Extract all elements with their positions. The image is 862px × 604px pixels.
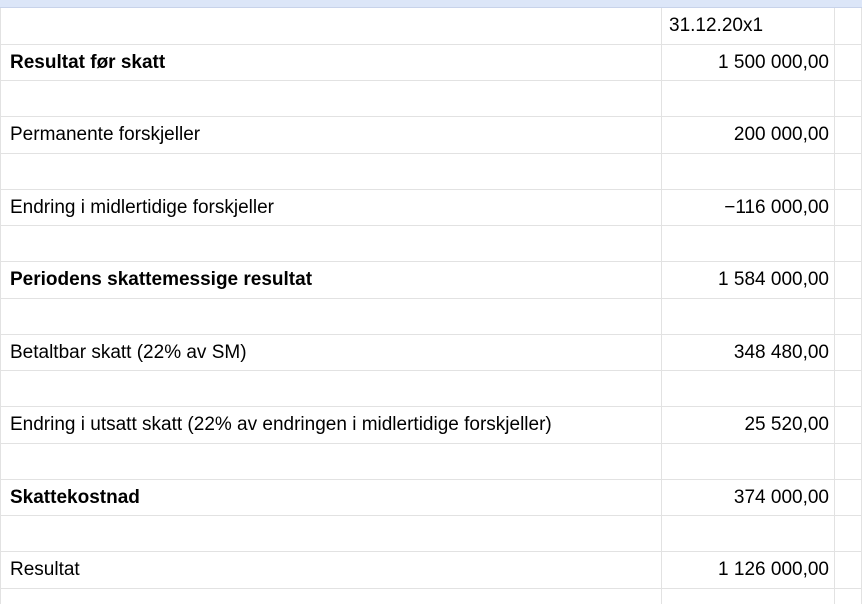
cell-empty[interactable] (835, 226, 862, 261)
empty-row (0, 589, 862, 604)
table-row (0, 190, 862, 226)
cell-empty[interactable] (662, 81, 835, 116)
row-value-betaltbar-skatt: 348 480,00 (733, 341, 829, 363)
row-label-resultat-for-skatt: Resultat før skatt (10, 51, 166, 73)
cell-empty[interactable] (0, 444, 662, 479)
cell-empty[interactable] (835, 589, 862, 604)
cell-label[interactable] (0, 335, 662, 370)
cell-empty[interactable] (0, 516, 662, 551)
empty-row (0, 299, 862, 335)
row-value-periodens-skattemessige-resultat: 1 584 000,00 (718, 269, 829, 290)
cell-empty[interactable] (835, 117, 862, 153)
cell-label[interactable] (0, 552, 662, 588)
cell-date-header[interactable] (662, 8, 835, 44)
cell-empty[interactable] (0, 371, 662, 406)
cell-value[interactable] (662, 480, 835, 515)
cell-value[interactable] (662, 552, 835, 588)
table-row (0, 480, 862, 516)
cell-empty[interactable] (835, 480, 862, 515)
cell-label[interactable] (0, 262, 662, 298)
table-row (0, 335, 862, 371)
cell-empty[interactable] (835, 552, 862, 588)
cell-label[interactable] (0, 190, 662, 225)
cell-empty[interactable] (662, 444, 835, 479)
cell-label[interactable] (0, 407, 662, 443)
cell-empty[interactable] (835, 154, 862, 189)
cell-empty[interactable] (0, 299, 662, 334)
row-label-endring-utsatt-skatt: Endring i utsatt skatt (22% av endringen i midlertidige forskjeller) (10, 414, 552, 435)
cell-empty[interactable] (662, 371, 835, 406)
row-label-periodens-skattemessige-resultat: Periodens skattemessige resultat (10, 269, 313, 290)
cell-a-header[interactable] (0, 8, 662, 44)
row-value-endring-utsatt-skatt: 25 520,00 (744, 414, 829, 435)
cell-empty[interactable] (835, 190, 862, 225)
row-value-skattekostnad: 374 000,00 (733, 486, 829, 508)
cell-empty[interactable] (662, 589, 835, 604)
selected-row-strip (0, 0, 862, 8)
cell-label[interactable] (0, 117, 662, 153)
cell-value[interactable] (662, 407, 835, 443)
cell-empty[interactable] (0, 154, 662, 189)
cell-value[interactable] (662, 117, 835, 153)
cell-empty[interactable] (835, 299, 862, 334)
cell-value[interactable] (662, 262, 835, 298)
table-row (0, 45, 862, 81)
table-row-header (0, 8, 862, 45)
cell-empty[interactable] (0, 81, 662, 116)
cell-empty[interactable] (662, 226, 835, 261)
row-value-resultat: 1 126 000,00 (718, 559, 829, 580)
empty-row (0, 444, 862, 480)
cell-empty[interactable] (835, 371, 862, 406)
cell-empty[interactable] (835, 335, 862, 370)
cell-empty[interactable] (835, 81, 862, 116)
cell-empty[interactable] (662, 299, 835, 334)
row-value-resultat-for-skatt: 1 500 000,00 (718, 51, 829, 73)
empty-row (0, 516, 862, 552)
cell-value[interactable] (662, 190, 835, 225)
date-header-text: 31.12.20x1 (669, 15, 764, 36)
cell-empty[interactable] (835, 262, 862, 298)
row-label-betaltbar-skatt: Betaltbar skatt (22% av SM) (10, 341, 247, 363)
row-label-endring-midlertidige: Endring i midlertidige forskjeller (10, 196, 274, 218)
table-row (0, 552, 862, 589)
row-label-skattekostnad: Skattekostnad (10, 486, 140, 508)
row-value-permanente-forskjeller: 200 000,00 (733, 124, 829, 145)
cell-label[interactable] (0, 480, 662, 515)
cell-empty[interactable] (835, 516, 862, 551)
cell-label[interactable] (0, 45, 662, 80)
cell-empty[interactable] (835, 444, 862, 479)
cell-empty[interactable] (662, 516, 835, 551)
table-row (0, 262, 862, 299)
cell-empty[interactable] (835, 407, 862, 443)
row-value-endring-midlertidige: −116 000,00 (724, 196, 829, 218)
cell-value[interactable] (662, 45, 835, 80)
empty-row (0, 154, 862, 190)
cell-c-header[interactable] (835, 8, 862, 44)
row-label-permanente-forskjeller: Permanente forskjeller (10, 124, 201, 145)
cell-empty[interactable] (0, 226, 662, 261)
table-row (0, 407, 862, 444)
cell-value[interactable] (662, 335, 835, 370)
row-label-resultat: Resultat (10, 559, 80, 580)
empty-row (0, 371, 862, 407)
empty-row (0, 81, 862, 117)
table-row (0, 117, 862, 154)
cell-empty[interactable] (662, 154, 835, 189)
cell-empty[interactable] (835, 45, 862, 80)
empty-row (0, 226, 862, 262)
cell-empty[interactable] (0, 589, 662, 604)
